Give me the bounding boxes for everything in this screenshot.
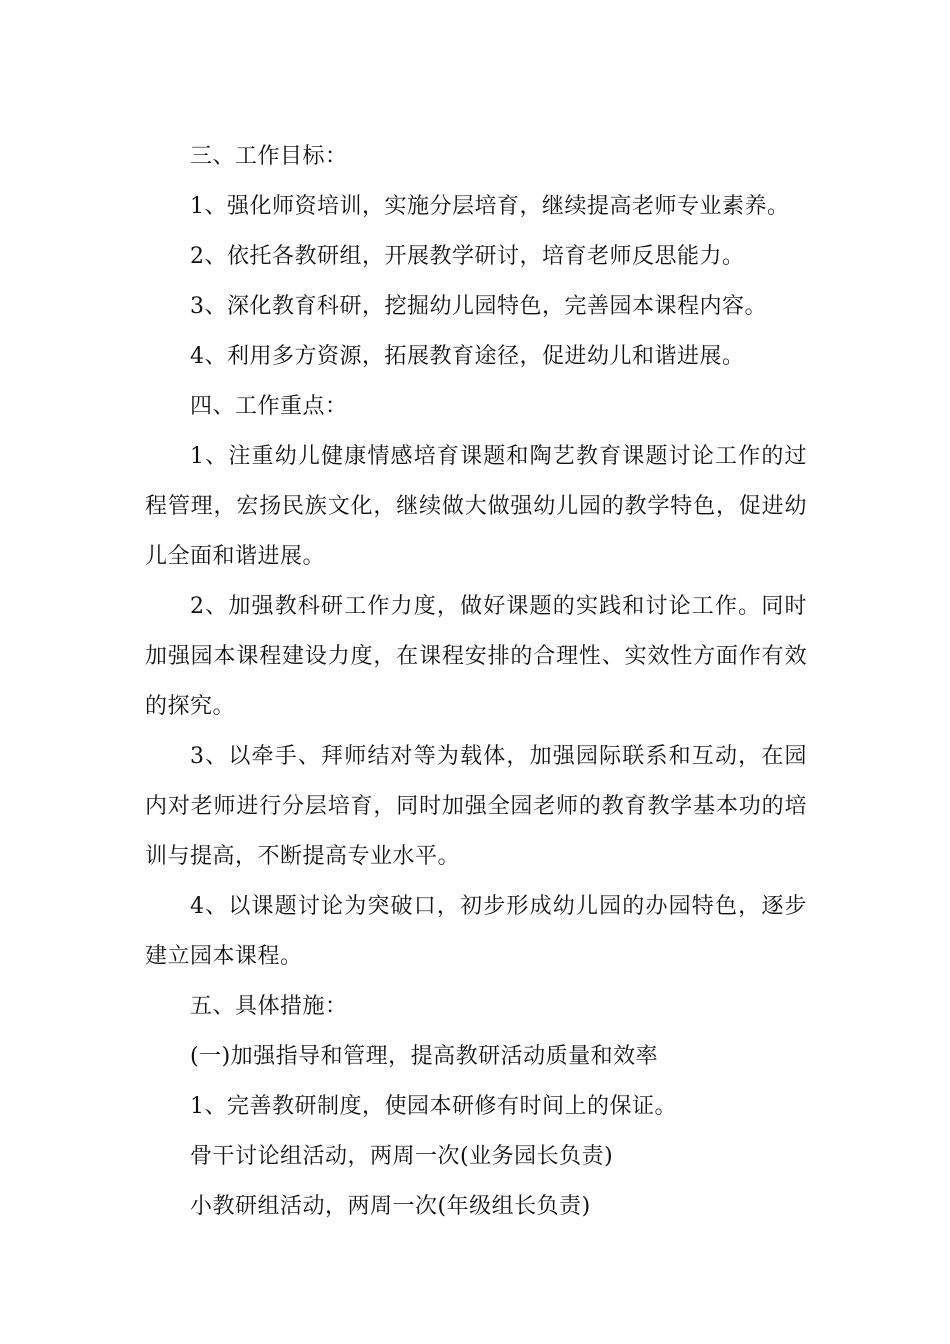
subsection-heading: (一)加强指导和管理，提高教研活动质量和效率	[190, 1044, 659, 1069]
paragraph: 1、强化师资培训，实施分层培育，继续提高老师专业素养。	[190, 194, 790, 219]
paragraph: 2、加强教科研工作力度，做好课题的实践和讨论工作。同时加强园本课程建设力度，在课程安排的合理性、实效性方面作有效的探究。	[145, 594, 807, 719]
paragraph: 3、以牵手、拜师结对等为载体，加强园际联系和互动，在园内对老师进行分层培育，同时加强全园老师的教育教学基本功的培训与提高，不断提高专业水平。	[145, 744, 807, 869]
paragraph: 3、深化教育科研，挖掘幼儿园特色，完善园本课程内容。	[190, 294, 767, 319]
paragraph: 4、以课题讨论为突破口，初步形成幼儿园的办园特色，逐步建立园本课程。	[145, 894, 807, 969]
paragraph: 4、利用多方资源，拓展教育途径，促进幼儿和谐进展。	[190, 344, 745, 369]
paragraph: 骨干讨论组活动，两周一次(业务园长负责)	[190, 1144, 614, 1169]
paragraph: 1、注重幼儿健康情感培育课题和陶艺教育课题讨论工作的过程管理，宏扬民族文化，继续做大做强幼儿园的教学特色，促进幼儿全面和谐进展。	[145, 444, 807, 569]
section-heading-work-goals: 三、工作目标：	[190, 144, 348, 169]
paragraph: 1、完善教研制度，使园本研修有时间上的保证。	[190, 1094, 677, 1119]
paragraph: 2、依托各教研组，开展教学研讨，培育老师反思能力。	[190, 244, 745, 269]
section-heading-measures: 五、具体措施：	[190, 994, 348, 1019]
paragraph: 小教研组活动，两周一次(年级组长负责)	[190, 1194, 591, 1219]
section-heading-work-focus: 四、工作重点：	[190, 394, 348, 419]
document-body	[145, 132, 807, 1232]
